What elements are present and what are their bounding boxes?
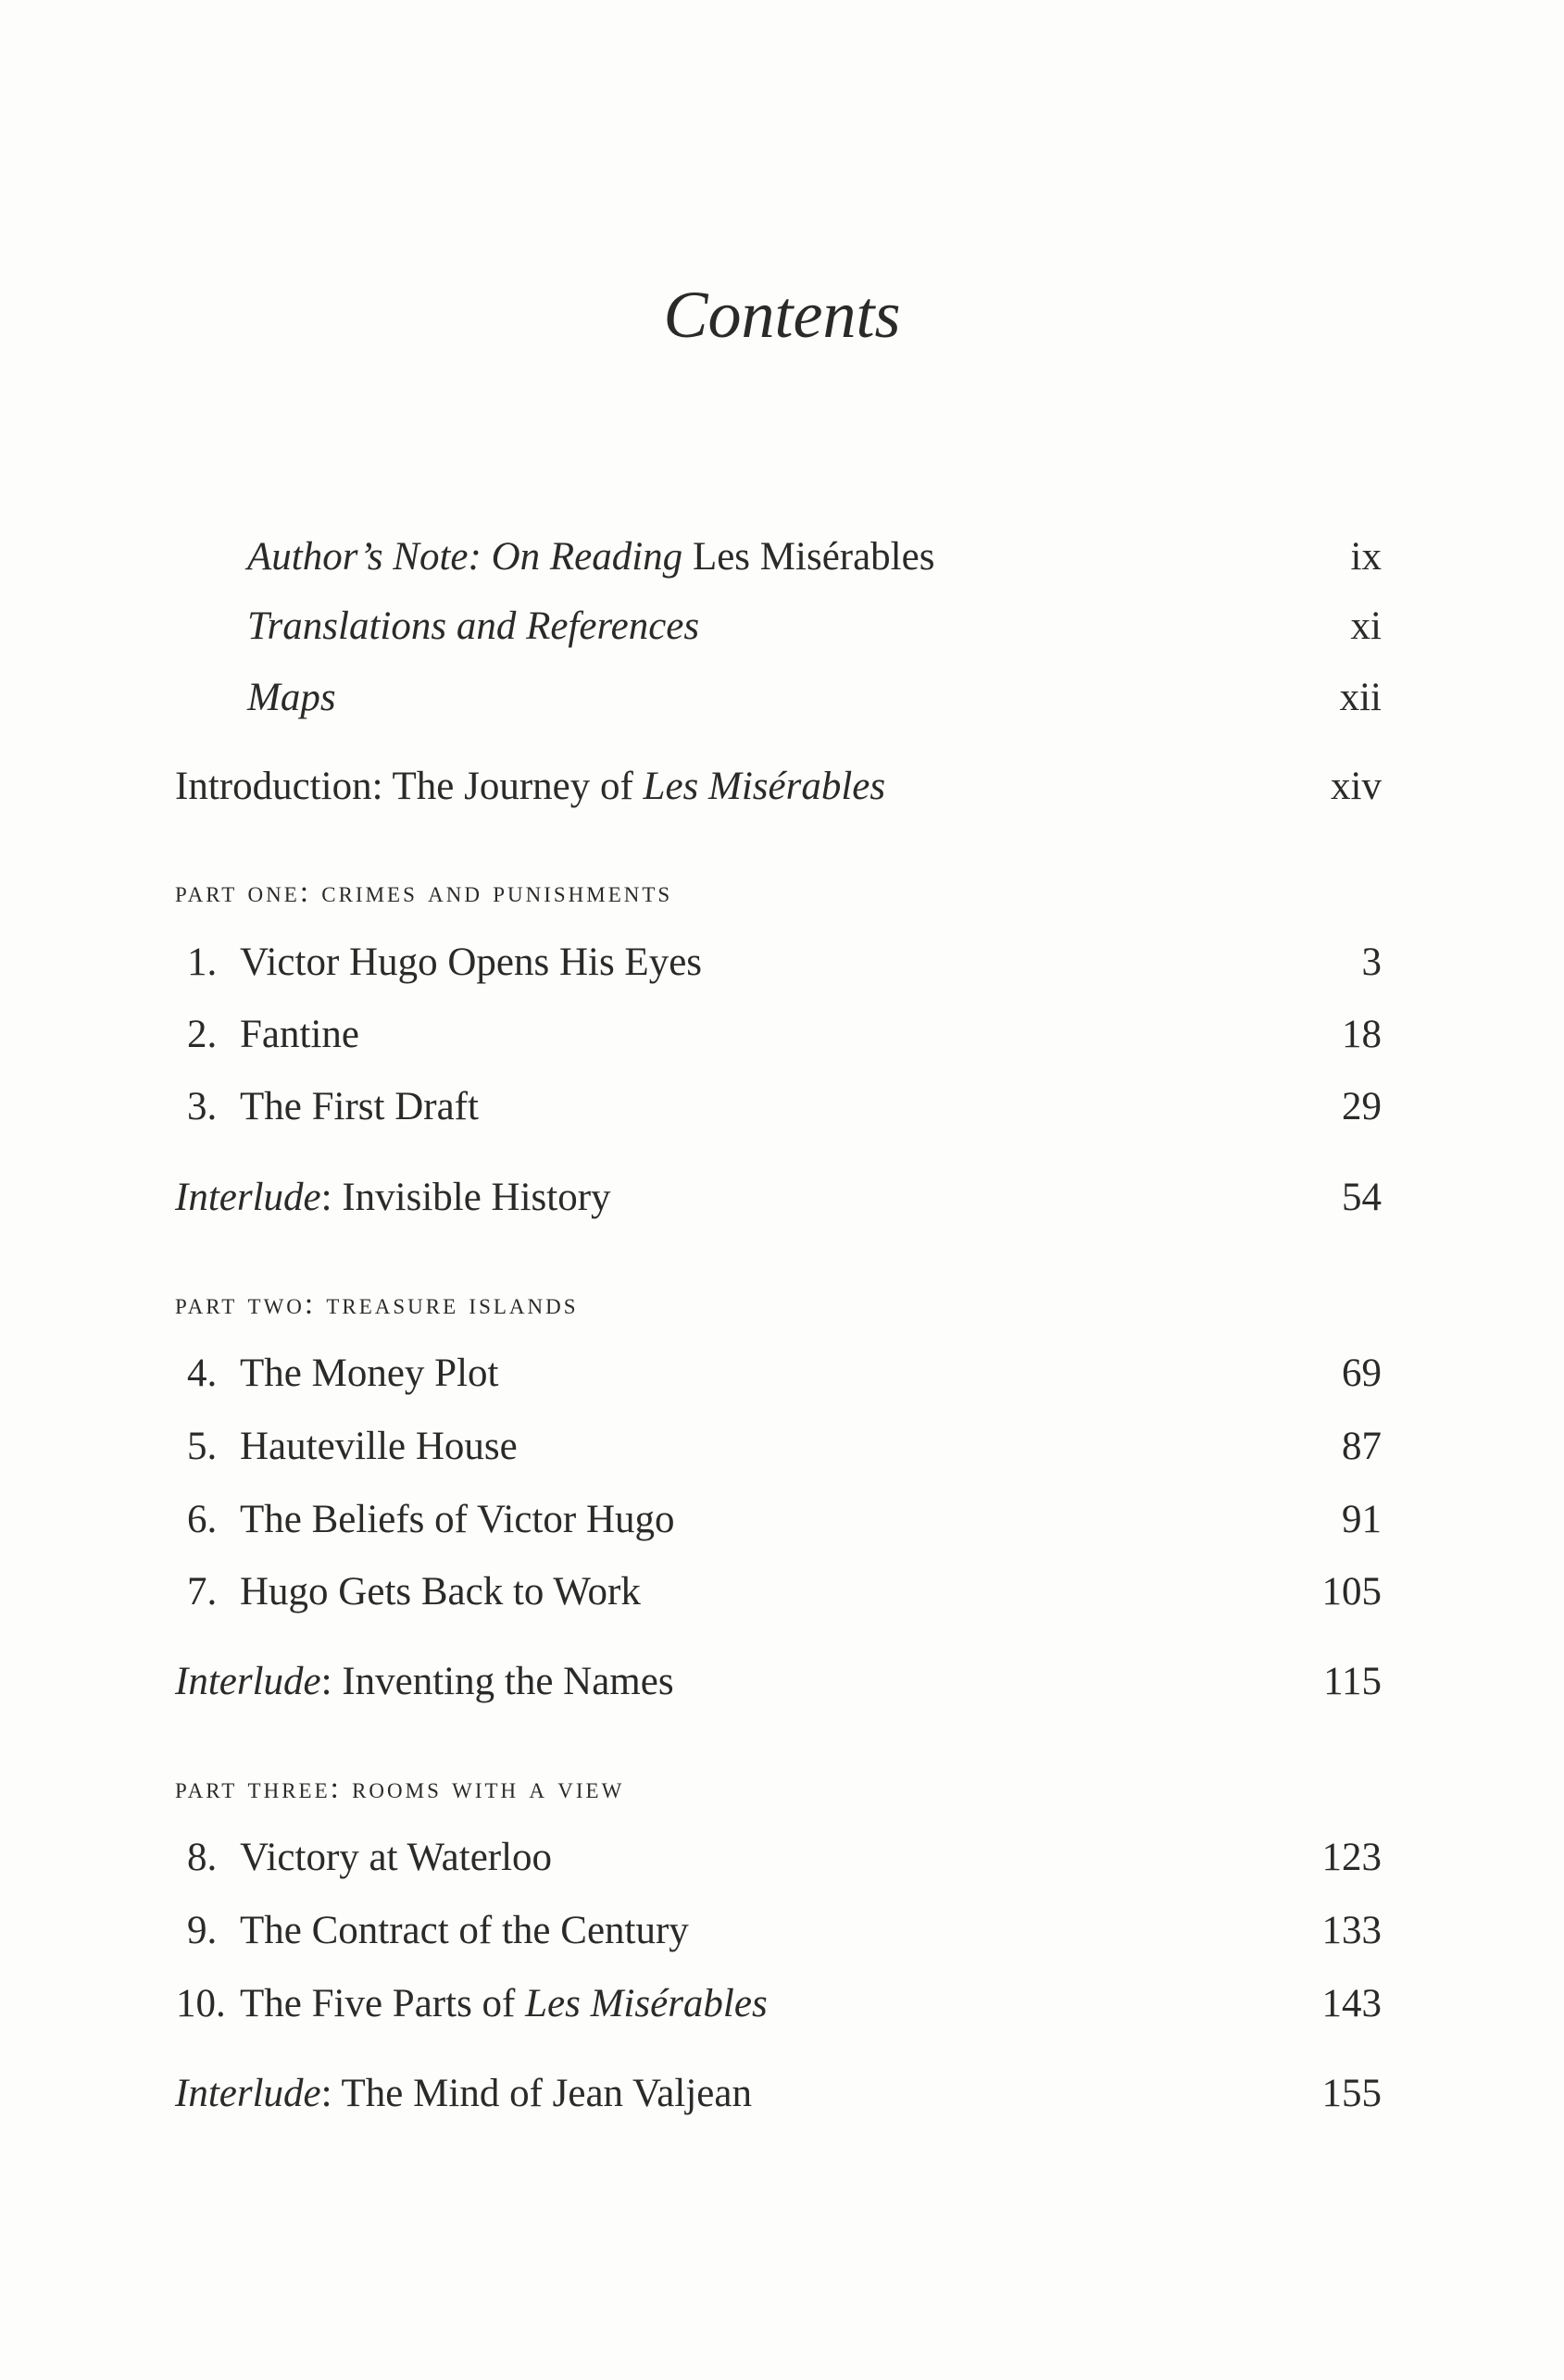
chapter-title: Fantine xyxy=(240,1013,359,1056)
chapter-title: The First Draft xyxy=(240,1085,479,1128)
page-number: 18 xyxy=(1342,1013,1382,1056)
chapter-number: 6. xyxy=(187,1498,218,1541)
page-number: 123 xyxy=(1321,1836,1382,1879)
page-number: 115 xyxy=(1323,1660,1382,1703)
chapter-number: 3. xyxy=(187,1085,218,1128)
toc-interlude[interactable] xyxy=(0,1170,1564,1226)
interlude-label: Interlude xyxy=(175,1660,321,1703)
page-number: xiv xyxy=(1331,765,1382,808)
toc-chapter[interactable] xyxy=(0,1007,1564,1063)
interlude-title: : The Mind of Jean Valjean xyxy=(320,2072,752,2115)
toc-chapter[interactable] xyxy=(0,1079,1564,1135)
chapter-title: The Contract of the Century xyxy=(240,1909,689,1952)
toc-chapter[interactable] xyxy=(0,1976,1564,2032)
chapter-number: 10. xyxy=(176,1982,226,2025)
toc-chapter[interactable] xyxy=(0,1419,1564,1475)
entry-title-italic: Les Misérables xyxy=(643,765,886,808)
chapter-number: 5. xyxy=(187,1425,218,1468)
toc-entry-introduction[interactable] xyxy=(0,759,1564,815)
chapter-title: Hugo Gets Back to Work xyxy=(240,1570,641,1614)
page-number: ix xyxy=(1350,535,1382,579)
toc-entry-maps[interactable] xyxy=(0,670,1564,726)
chapter-number: 8. xyxy=(187,1836,218,1879)
toc-chapter[interactable] xyxy=(0,1346,1564,1402)
toc-chapter[interactable] xyxy=(0,1903,1564,1959)
page-number: 54 xyxy=(1342,1176,1382,1219)
toc-entry-authors-note[interactable] xyxy=(0,530,1564,585)
interlude-label: Interlude xyxy=(175,2072,321,2115)
page-title: Contents xyxy=(663,278,901,352)
chapter-title: Hauteville House xyxy=(240,1425,518,1468)
page-number: xi xyxy=(1350,604,1382,648)
toc-chapter[interactable] xyxy=(0,1492,1564,1548)
part-heading: part one: crimes and punishments xyxy=(175,876,673,909)
page-number: 29 xyxy=(1342,1085,1382,1128)
page-number: 155 xyxy=(1321,2072,1382,2115)
part-heading: part three: rooms with a view xyxy=(175,1772,625,1805)
chapter-title: The Beliefs of Victor Hugo xyxy=(240,1498,675,1541)
page-number: 143 xyxy=(1321,1982,1382,2025)
interlude-title: : Invisible History xyxy=(320,1176,611,1219)
page-number: 105 xyxy=(1321,1570,1382,1614)
toc-chapter[interactable] xyxy=(0,1830,1564,1886)
chapter-number: 1. xyxy=(187,941,218,984)
toc-interlude[interactable] xyxy=(0,1654,1564,1710)
chapter-number: 7. xyxy=(187,1570,218,1614)
page-number: 91 xyxy=(1342,1498,1382,1541)
entry-title-italic: Maps xyxy=(247,676,336,719)
chapter-title-italic: Les Misérables xyxy=(525,1982,768,2025)
entry-title-italic: Author’s Note: On Reading xyxy=(247,535,683,579)
chapter-number: 9. xyxy=(187,1909,218,1952)
chapter-title: The Money Plot xyxy=(240,1352,499,1395)
page-number: 69 xyxy=(1342,1352,1382,1395)
chapter-number: 4. xyxy=(187,1352,218,1395)
page-number: 133 xyxy=(1321,1909,1382,1952)
entry-title: Introduction: The Journey of xyxy=(175,765,644,808)
entry-title: Les Misérables xyxy=(682,535,935,579)
toc-chapter[interactable] xyxy=(0,1564,1564,1620)
page-number: 3 xyxy=(1361,941,1382,984)
toc-entry-translations[interactable] xyxy=(0,599,1564,654)
toc-chapter[interactable] xyxy=(0,935,1564,991)
part-heading: part two: treasure islands xyxy=(175,1288,579,1321)
chapter-title: Victory at Waterloo xyxy=(240,1836,553,1879)
page-number: 87 xyxy=(1342,1425,1382,1468)
page-number: xii xyxy=(1339,676,1382,719)
chapter-number: 2. xyxy=(187,1013,218,1056)
chapter-title: The Five Parts of xyxy=(240,1982,526,2025)
interlude-label: Interlude xyxy=(175,1176,321,1219)
interlude-title: : Inventing the Names xyxy=(320,1660,674,1703)
entry-title-italic: Translations and References xyxy=(247,604,700,648)
toc-interlude[interactable] xyxy=(0,2066,1564,2122)
chapter-title: Victor Hugo Opens His Eyes xyxy=(240,941,703,984)
